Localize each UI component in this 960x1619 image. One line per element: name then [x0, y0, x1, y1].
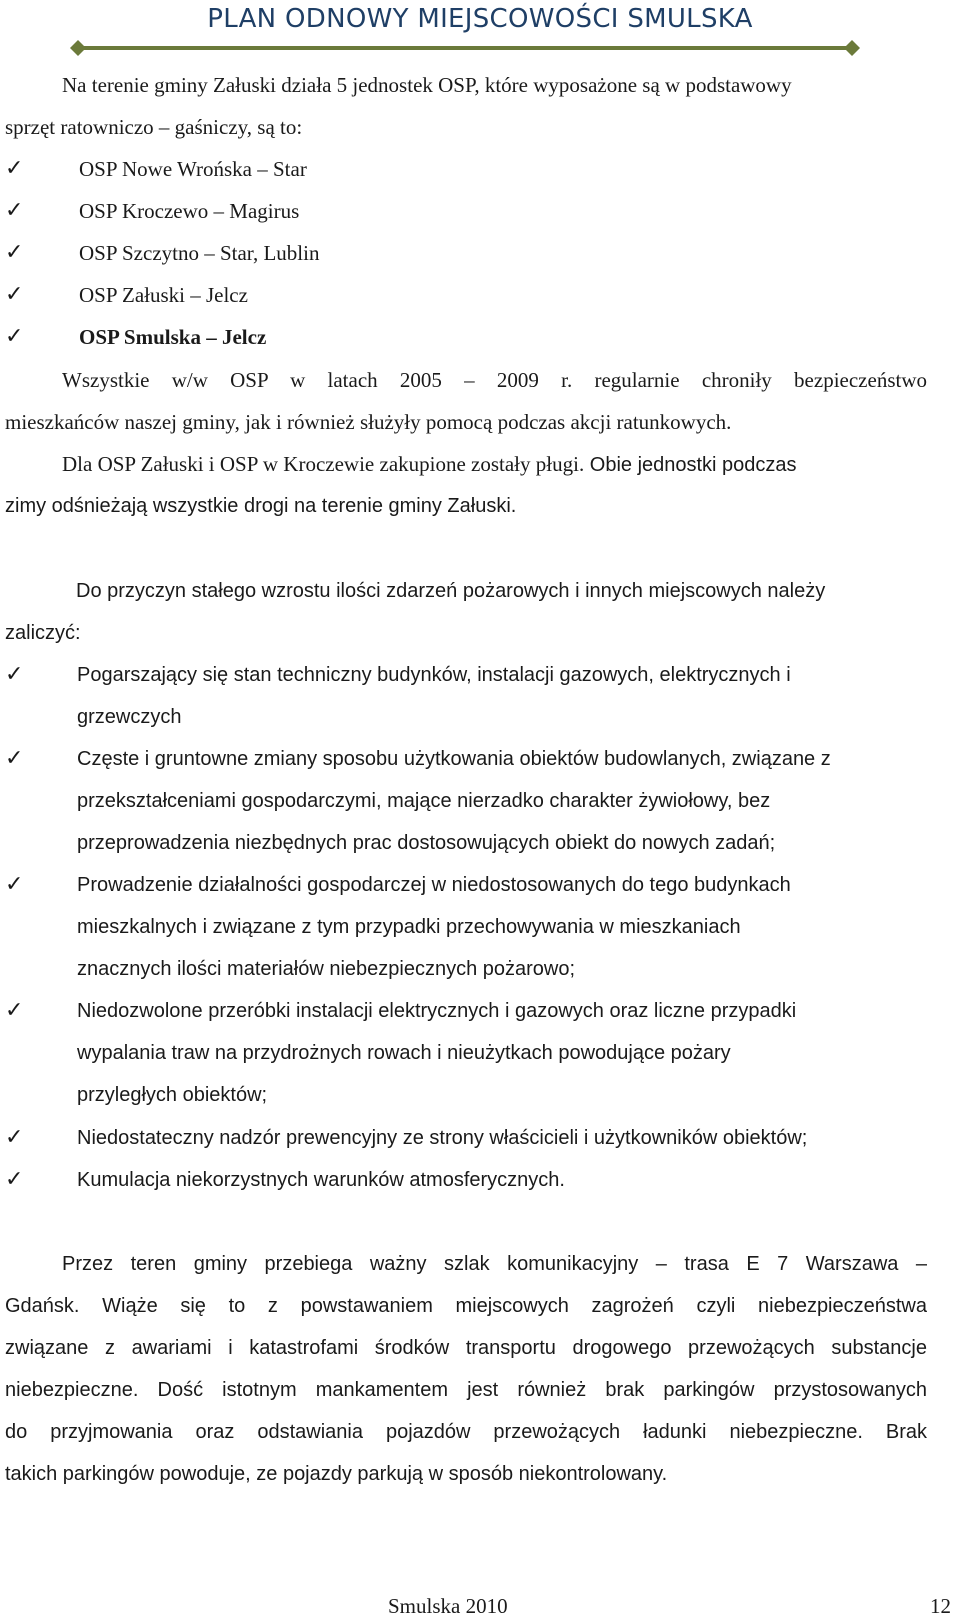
- osp-para-line-1: Wszystkie w/w OSP w latach 2005 – 2009 r. regularnie chroniły bezpieczeństwo: [62, 368, 927, 392]
- cause-item-6-line-1: Kumulacja niekorzystnych warunków atmosferycznych.: [77, 1169, 565, 1191]
- check-icon: ✓: [5, 662, 24, 687]
- check-icon: ✓: [5, 998, 24, 1023]
- osp-para-line-4: zimy odśnieżają wszystkie drogi na terenie gminy Załuski.: [5, 495, 517, 517]
- cause-item-1-line-2: grzewczych: [77, 706, 182, 728]
- check-icon: ✓: [5, 240, 24, 265]
- document-title: PLAN ODNOWY MIEJSCOWOŚCI SMULSKA: [207, 4, 753, 34]
- check-icon: ✓: [5, 1125, 24, 1150]
- page-header: [0, 0, 960, 60]
- cause-item-4-line-2: wypalania traw na przydrożnych rowach i nieużytkach powodujące pożary: [77, 1042, 731, 1064]
- causes-intro-line-1: Do przyczyn stałego wzrostu ilości zdarzeń pożarowych i innych miejscowych należy: [76, 580, 826, 602]
- header-rule: [70, 40, 860, 56]
- osp-para-line-3: [62, 450, 927, 479]
- traffic-para-line-3: związane z awariami i katastrofami środków transportu drogowego przewożących substancje: [5, 1337, 927, 1359]
- osp-para-line-3b: Obie jednostki podczas: [584, 454, 797, 476]
- osp-list-item-highlighted: OSP Smulska – Jelcz: [79, 325, 267, 349]
- osp-list-item: OSP Załuski – Jelcz: [79, 283, 248, 307]
- traffic-para-line-4: niebezpieczne. Dość istotnym mankamentem jest również brak parkingów przystosowanych: [5, 1379, 927, 1401]
- cause-item-3-line-3: znacznych ilości materiałów niebezpiecznych pożarowo;: [77, 958, 576, 980]
- cause-item-2-line-2: przekształceniami gospodarczymi, mające nierzadko charakter żywiołowy, bez: [77, 790, 771, 812]
- cause-item-2-line-3: przeprowadzenia niezbędnych prac dostosowujących obiekt do nowych zadań;: [77, 832, 776, 854]
- check-icon: ✓: [5, 324, 24, 349]
- check-icon: ✓: [5, 872, 24, 897]
- osp-intro-line-2: sprzęt ratowniczo – gaśniczy, są to:: [5, 115, 303, 139]
- osp-list-item: OSP Nowe Wrońska – Star: [79, 157, 307, 181]
- cause-item-1-line-1: Pogarszający się stan techniczny budynków, instalacji gazowych, elektrycznych i: [77, 664, 791, 686]
- traffic-para-line-2: Gdańsk. Wiąże się to z powstawaniem miejscowych zagrożeń czyli niebezpieczeństwa: [5, 1295, 927, 1317]
- cause-item-3-line-1: Prowadzenie działalności gospodarczej w niedostosowanych do tego budynkach: [77, 874, 791, 896]
- osp-list-item: OSP Kroczewo – Magirus: [79, 199, 300, 223]
- cause-item-4-line-1: Niedozwolone przeróbki instalacji elektrycznych i gazowych oraz liczne przypadki: [77, 1000, 797, 1022]
- page-number: 12: [930, 1594, 951, 1618]
- traffic-para-line-6: takich parkingów powoduje, ze pojazdy parkują w sposób niekontrolowany.: [5, 1463, 668, 1485]
- cause-item-4-line-3: przyległych obiektów;: [77, 1084, 268, 1106]
- osp-intro-line-1: Na terenie gminy Załuski działa 5 jednostek OSP, które wyposażone są w podstawowy: [62, 73, 792, 97]
- traffic-para-line-1: Przez teren gminy przebiega ważny szlak komunikacyjny – trasa E 7 Warszawa –: [62, 1253, 927, 1275]
- footer-label: Smulska 2010: [388, 1594, 508, 1618]
- check-icon: ✓: [5, 156, 24, 181]
- osp-list-item: OSP Szczytno – Star, Lublin: [79, 241, 320, 265]
- causes-intro-line-2: zaliczyć:: [5, 622, 81, 644]
- traffic-para-line-5: do przyjmowania oraz odstawiania pojazdów przewożących ładunki niebezpieczne. Brak: [5, 1421, 927, 1443]
- cause-item-5-line-1: Niedostateczny nadzór prewencyjny ze strony właścicieli i użytkowników obiektów;: [77, 1127, 808, 1149]
- osp-para-line-3a: Dla OSP Załuski i OSP w Kroczewie zakupione zostały pługi.: [62, 452, 585, 476]
- check-icon: ✓: [5, 282, 24, 307]
- osp-para-line-2: mieszkańców naszej gminy, jak i również służyły pomocą podczas akcji ratunkowych.: [5, 410, 732, 434]
- check-icon: ✓: [5, 746, 24, 771]
- check-icon: ✓: [5, 198, 24, 223]
- cause-item-2-line-1: Częste i gruntowne zmiany sposobu użytkowania obiektów budowlanych, związane z: [77, 748, 831, 770]
- cause-item-3-line-2: mieszkalnych i związane z tym przypadki przechowywania w mieszkaniach: [77, 916, 741, 938]
- check-icon: ✓: [5, 1167, 24, 1192]
